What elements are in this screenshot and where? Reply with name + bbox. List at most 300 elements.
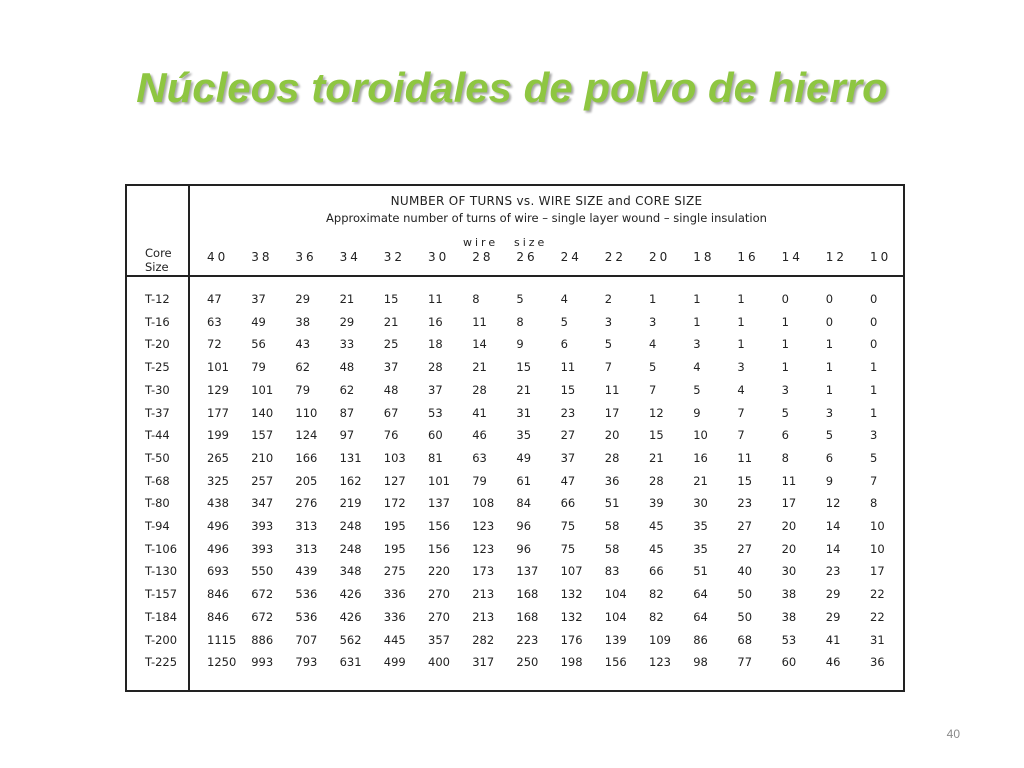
core-size-label: T-20 [145, 337, 170, 352]
table-cell: 48 [339, 360, 355, 375]
table-cell: 426 [339, 609, 362, 624]
core-size-label: T-25 [145, 360, 170, 375]
column-header-awg-12: 12 [825, 250, 848, 264]
table-cell: 139 [604, 632, 627, 647]
table-cell: 131 [339, 450, 362, 465]
table-cell: 38 [781, 609, 797, 624]
core-size-label: T-94 [145, 519, 170, 533]
table-cell: 993 [251, 655, 274, 670]
table-cell: 1 [649, 292, 657, 306]
table-cell: 123 [472, 541, 495, 556]
table-cell: 886 [251, 632, 274, 647]
table-cell: 3 [781, 382, 789, 397]
table-cell: 336 [383, 587, 406, 602]
table-cell: 393 [251, 541, 274, 556]
table-cell: 22 [870, 587, 885, 602]
table-cell: 846 [207, 609, 229, 624]
table-cell: 60 [428, 428, 443, 443]
table-cell: 37 [428, 382, 443, 397]
column-header-awg-24: 24 [560, 250, 582, 264]
table-cell: 21 [516, 382, 532, 397]
table-cell: 1250 [207, 655, 237, 670]
table-cell: 393 [251, 519, 274, 533]
table-cell: 62 [339, 382, 355, 397]
table-cell: 1 [870, 405, 878, 420]
table-cell: 562 [339, 632, 362, 647]
table-cell: 15 [649, 428, 664, 443]
table-cell: 15 [560, 382, 576, 397]
table-cell: 14 [825, 541, 841, 556]
table-cell: 5 [649, 360, 657, 375]
table-cell: 11 [560, 360, 576, 375]
table-cell: 499 [383, 655, 406, 670]
table-cell: 21 [649, 450, 664, 465]
table-cell: 536 [295, 587, 318, 602]
column-header-awg-22: 22 [604, 250, 627, 264]
core-size-label: T-130 [145, 564, 178, 579]
table-cell: 1 [870, 382, 878, 397]
table-cell: 132 [560, 609, 583, 624]
table-cell: 97 [339, 428, 355, 443]
table-cell: 51 [604, 496, 620, 511]
table-cell: 107 [560, 564, 583, 579]
table-cell: 28 [472, 382, 487, 397]
table-cell: 707 [295, 632, 318, 647]
table-cell: 672 [251, 609, 274, 624]
table-cell: 5 [516, 292, 524, 306]
table-cell: 5 [693, 382, 701, 397]
table-cell: 16 [693, 450, 708, 465]
table-cell: 36 [604, 473, 620, 488]
table-cell: 49 [516, 450, 532, 465]
core-size-header [145, 246, 172, 274]
column-header-awg-30: 30 [428, 250, 450, 264]
table-cell: 17 [781, 496, 797, 511]
table-cell: 41 [825, 632, 841, 647]
core-size-header-line2: Size [145, 260, 169, 274]
column-header-awg-28: 28 [472, 250, 494, 264]
table-cell: 0 [870, 337, 878, 352]
table-cell: 1 [870, 360, 878, 375]
table-cell: 35 [693, 541, 708, 556]
table-cell: 7 [737, 405, 745, 420]
table-cell: 62 [295, 360, 311, 375]
table-cell: 0 [825, 292, 834, 306]
slide-title: Núcleos toroidales de polvo de hierro [136, 64, 888, 111]
table-cell: 81 [428, 450, 443, 465]
table-cell: 5 [870, 450, 878, 465]
table-cell: 1 [737, 314, 745, 329]
table-cell: 17 [870, 564, 885, 579]
table-cell: 51 [693, 564, 708, 579]
table-cell: 195 [383, 519, 406, 533]
size-group-label: size [514, 236, 548, 249]
core-size-label: T-50 [145, 450, 170, 465]
table-cell: 672 [251, 587, 274, 602]
table-cell: 67 [383, 405, 399, 420]
table-cell: 693 [207, 564, 229, 579]
table-cell: 101 [251, 382, 274, 397]
table-cell: 223 [516, 632, 539, 647]
table-cell: 104 [604, 587, 627, 602]
table-cell: 29 [295, 292, 311, 306]
table-cell: 248 [339, 541, 362, 556]
table-cell: 37 [251, 292, 266, 306]
table-cell: 439 [295, 564, 318, 579]
column-header-awg-10: 10 [870, 250, 892, 264]
core-size-label: T-157 [145, 587, 178, 602]
table-cell: 199 [207, 428, 229, 443]
column-header-awg-16: 16 [737, 250, 759, 264]
table-cell: 276 [295, 496, 318, 511]
table-cell: 38 [295, 314, 311, 329]
header-divider [190, 275, 903, 277]
table-cell: 166 [295, 450, 318, 465]
table-cell: 84 [516, 496, 532, 511]
table-cell: 76 [383, 428, 399, 443]
table-cell: 15 [737, 473, 753, 488]
core-size-header-line1: Core [145, 246, 172, 260]
table-cell: 4 [649, 337, 657, 352]
table-cell: 12 [649, 405, 664, 420]
table-cell: 21 [383, 314, 399, 329]
table-cell: 156 [604, 655, 627, 670]
table-cell: 8 [516, 314, 524, 329]
table-cell: 793 [295, 655, 318, 670]
table-cell: 1 [737, 337, 745, 352]
table-cell: 28 [604, 450, 620, 465]
table-cell: 96 [516, 519, 532, 533]
table-cell: 198 [560, 655, 583, 670]
table-cell: 83 [604, 564, 620, 579]
table-cell: 10 [693, 428, 708, 443]
table-cell: 3 [737, 360, 745, 375]
table-cell: 7 [737, 428, 745, 443]
table-cell: 2 [604, 292, 613, 306]
table-cell: 129 [207, 382, 229, 397]
core-size-label: T-200 [145, 632, 178, 647]
table-cell: 30 [693, 496, 708, 511]
table-cell: 0 [870, 292, 878, 306]
core-size-label: T-80 [145, 496, 170, 511]
table-cell: 79 [251, 360, 266, 375]
table-cell: 132 [560, 587, 583, 602]
column-header-awg-38: 38 [251, 250, 273, 264]
table-cell: 1 [781, 360, 789, 375]
table-cell: 37 [383, 360, 399, 375]
table-cell: 9 [516, 337, 524, 352]
table-cell: 86 [693, 632, 708, 647]
table-cell: 250 [516, 655, 539, 670]
table-cell: 9 [693, 405, 701, 420]
table-cell: 1 [693, 292, 701, 306]
table-cell: 47 [560, 473, 576, 488]
table-cell: 87 [339, 405, 355, 420]
table-cell: 46 [472, 428, 487, 443]
table-cell: 16 [428, 314, 443, 329]
header-divider-stub [127, 275, 190, 277]
table-cell: 496 [207, 541, 229, 556]
table-cell: 29 [339, 314, 355, 329]
table-cell: 36 [870, 655, 885, 670]
table-cell: 104 [604, 609, 627, 624]
table-cell: 45 [649, 541, 664, 556]
table-cell: 275 [383, 564, 406, 579]
table-cell: 10 [870, 541, 885, 556]
table-cell: 348 [339, 564, 362, 579]
table-cell: 79 [295, 382, 311, 397]
table-cell: 72 [207, 337, 222, 352]
table-cell: 11 [737, 450, 753, 465]
table-cell: 3 [604, 314, 613, 329]
table-cell: 631 [339, 655, 362, 670]
table-cell: 357 [428, 632, 450, 647]
table-cell: 77 [737, 655, 753, 670]
table-cell: 98 [693, 655, 708, 670]
table-cell: 4 [693, 360, 701, 375]
table-cell: 11 [781, 473, 797, 488]
table-cell: 137 [516, 564, 539, 579]
table-cell: 48 [383, 382, 399, 397]
table-cell: 213 [472, 587, 495, 602]
table-cell: 195 [383, 541, 406, 556]
table-cell: 49 [251, 314, 266, 329]
table-cell: 1 [825, 360, 834, 375]
table-cell: 1 [781, 337, 789, 352]
table-cell: 1 [781, 314, 789, 329]
table-cell: 3 [649, 314, 657, 329]
table-cell: 110 [295, 405, 318, 420]
core-size-label: T-68 [145, 473, 170, 488]
table-cell: 550 [251, 564, 274, 579]
table-cell: 35 [693, 519, 708, 533]
table-cell: 4 [560, 292, 568, 306]
table-cell: 20 [781, 541, 797, 556]
table-cell: 7 [649, 382, 657, 397]
table-cell: 257 [251, 473, 274, 488]
table-cell: 23 [737, 496, 753, 511]
core-size-label: T-225 [145, 655, 178, 670]
table-cell: 0 [781, 292, 789, 306]
table-cell: 56 [251, 337, 266, 352]
table-cell: 1115 [207, 632, 237, 647]
table-cell: 23 [825, 564, 841, 579]
table-cell: 137 [428, 496, 450, 511]
table-cell: 248 [339, 519, 362, 533]
column-header-awg-14: 14 [781, 250, 803, 264]
table-cell: 1 [825, 337, 834, 352]
table-cell: 50 [737, 587, 753, 602]
table-cell: 177 [207, 405, 229, 420]
table-cell: 265 [207, 450, 229, 465]
table-cell: 0 [870, 314, 878, 329]
table-cell: 220 [428, 564, 450, 579]
table-cell: 317 [472, 655, 495, 670]
table-cell: 15 [516, 360, 532, 375]
table-cell: 41 [472, 405, 487, 420]
table-cell: 35 [516, 428, 532, 443]
column-header-awg-18: 18 [693, 250, 715, 264]
table-cell: 438 [207, 496, 229, 511]
table-cell: 14 [472, 337, 487, 352]
table-cell: 1 [737, 292, 745, 306]
table-cell: 58 [604, 541, 620, 556]
table-cell: 6 [560, 337, 568, 352]
table-cell: 25 [383, 337, 399, 352]
table-cell: 37 [560, 450, 576, 465]
core-size-label: T-106 [145, 541, 178, 556]
table-cell: 10 [870, 519, 885, 533]
table-cell: 8 [781, 450, 789, 465]
table-cell: 6 [825, 450, 834, 465]
table-cell: 82 [649, 609, 664, 624]
table-cell: 53 [428, 405, 443, 420]
table-cell: 28 [649, 473, 664, 488]
column-header-awg-32: 32 [383, 250, 406, 264]
table-cell: 5 [781, 405, 789, 420]
table-cell: 162 [339, 473, 362, 488]
table-cell: 39 [649, 496, 664, 511]
table-cell: 123 [472, 519, 495, 533]
turns-table [125, 184, 905, 692]
table-cell: 29 [825, 609, 841, 624]
table-cell: 109 [649, 632, 671, 647]
core-size-label: T-30 [145, 382, 170, 397]
table-cell: 64 [693, 609, 708, 624]
table-cell: 66 [649, 564, 664, 579]
table-cell: 21 [693, 473, 708, 488]
table-cell: 30 [781, 564, 797, 579]
table-cell: 313 [295, 519, 318, 533]
table-cell: 8 [870, 496, 878, 511]
core-size-label: T-16 [145, 314, 170, 329]
column-header-awg-40: 40 [207, 250, 229, 264]
table-cell: 1 [825, 382, 834, 397]
table-cell: 8 [472, 292, 480, 306]
table-cell: 210 [251, 450, 274, 465]
table-cell: 205 [295, 473, 318, 488]
table-cell: 496 [207, 519, 229, 533]
table-cell: 60 [781, 655, 797, 670]
table-cell: 336 [383, 609, 406, 624]
table-cell: 3 [825, 405, 834, 420]
table-cell: 9 [825, 473, 834, 488]
table-cell: 426 [339, 587, 362, 602]
table-cell: 22 [870, 609, 885, 624]
table-cell: 445 [383, 632, 406, 647]
table-cell: 173 [472, 564, 495, 579]
table-cell: 66 [560, 496, 576, 511]
table-cell: 168 [516, 587, 539, 602]
table-cell: 157 [251, 428, 274, 443]
table-cell: 11 [428, 292, 443, 306]
table-cell: 20 [781, 519, 797, 533]
table-cell: 21 [339, 292, 355, 306]
table-cell: 103 [383, 450, 406, 465]
core-size-label: T-44 [145, 428, 170, 443]
table-cell: 156 [428, 541, 450, 556]
table-cell: 213 [472, 609, 495, 624]
table-cell: 156 [428, 519, 450, 533]
table-cell: 75 [560, 519, 576, 533]
table-cell: 12 [825, 496, 841, 511]
core-size-label: T-12 [145, 292, 170, 306]
table-cell: 63 [472, 450, 487, 465]
table-cell: 282 [472, 632, 495, 647]
table-cell: 11 [472, 314, 487, 329]
table-cell: 27 [737, 519, 753, 533]
table-cell: 43 [295, 337, 311, 352]
table-cell: 46 [825, 655, 841, 670]
table-cell: 82 [649, 587, 664, 602]
table-cell: 7 [604, 360, 613, 375]
table-cell: 53 [781, 632, 797, 647]
column-header-awg-20: 20 [649, 250, 671, 264]
column-header-awg-26: 26 [516, 250, 538, 264]
page-number: 40 [946, 727, 960, 741]
table-cell: 38 [781, 587, 797, 602]
table-cell: 14 [825, 519, 841, 533]
table-caption: NUMBER OF TURNS vs. WIRE SIZE and CORE SIZE [390, 194, 703, 208]
table-cell: 5 [825, 428, 834, 443]
table-cell: 45 [649, 519, 664, 533]
table-cell: 108 [472, 496, 495, 511]
table-cell: 846 [207, 587, 229, 602]
table-cell: 6 [781, 428, 789, 443]
table-cell: 172 [383, 496, 406, 511]
wire-group-label: wire [463, 236, 499, 249]
table-cell: 270 [428, 587, 450, 602]
table-cell: 75 [560, 541, 576, 556]
table-cell: 58 [604, 519, 620, 533]
table-cell: 7 [870, 473, 878, 488]
table-cell: 124 [295, 428, 318, 443]
core-size-label: T-184 [145, 609, 178, 624]
table-cell: 101 [207, 360, 229, 375]
core-size-label: T-37 [145, 405, 170, 420]
table-cell: 3 [870, 428, 878, 443]
table-cell: 176 [560, 632, 583, 647]
table-cell: 219 [339, 496, 362, 511]
column-header-awg-34: 34 [339, 250, 361, 264]
table-cell: 140 [251, 405, 274, 420]
table-subcaption: Approximate number of turns of wire – single layer wound – single insulation [326, 211, 767, 225]
table-cell: 168 [516, 609, 539, 624]
table-cell: 27 [737, 541, 753, 556]
column-header-awg-36: 36 [295, 250, 317, 264]
table-cell: 101 [428, 473, 450, 488]
table-cell: 536 [295, 609, 318, 624]
table-cell: 50 [737, 609, 753, 624]
table-cell: 17 [604, 405, 620, 420]
table-cell: 5 [560, 314, 568, 329]
table-cell: 0 [825, 314, 834, 329]
table-cell: 347 [251, 496, 274, 511]
table-cell: 31 [870, 632, 885, 647]
table-cell: 63 [207, 314, 222, 329]
table-cell: 270 [428, 609, 450, 624]
table-cell: 4 [737, 382, 745, 397]
table-cell: 5 [604, 337, 613, 352]
table-cell: 18 [428, 337, 443, 352]
table-cell: 313 [295, 541, 318, 556]
table-cell: 40 [737, 564, 753, 579]
table-cell: 29 [825, 587, 841, 602]
table-cell: 23 [560, 405, 576, 420]
table-cell: 325 [207, 473, 229, 488]
table-cell: 1 [693, 314, 701, 329]
table-cell: 61 [516, 473, 532, 488]
